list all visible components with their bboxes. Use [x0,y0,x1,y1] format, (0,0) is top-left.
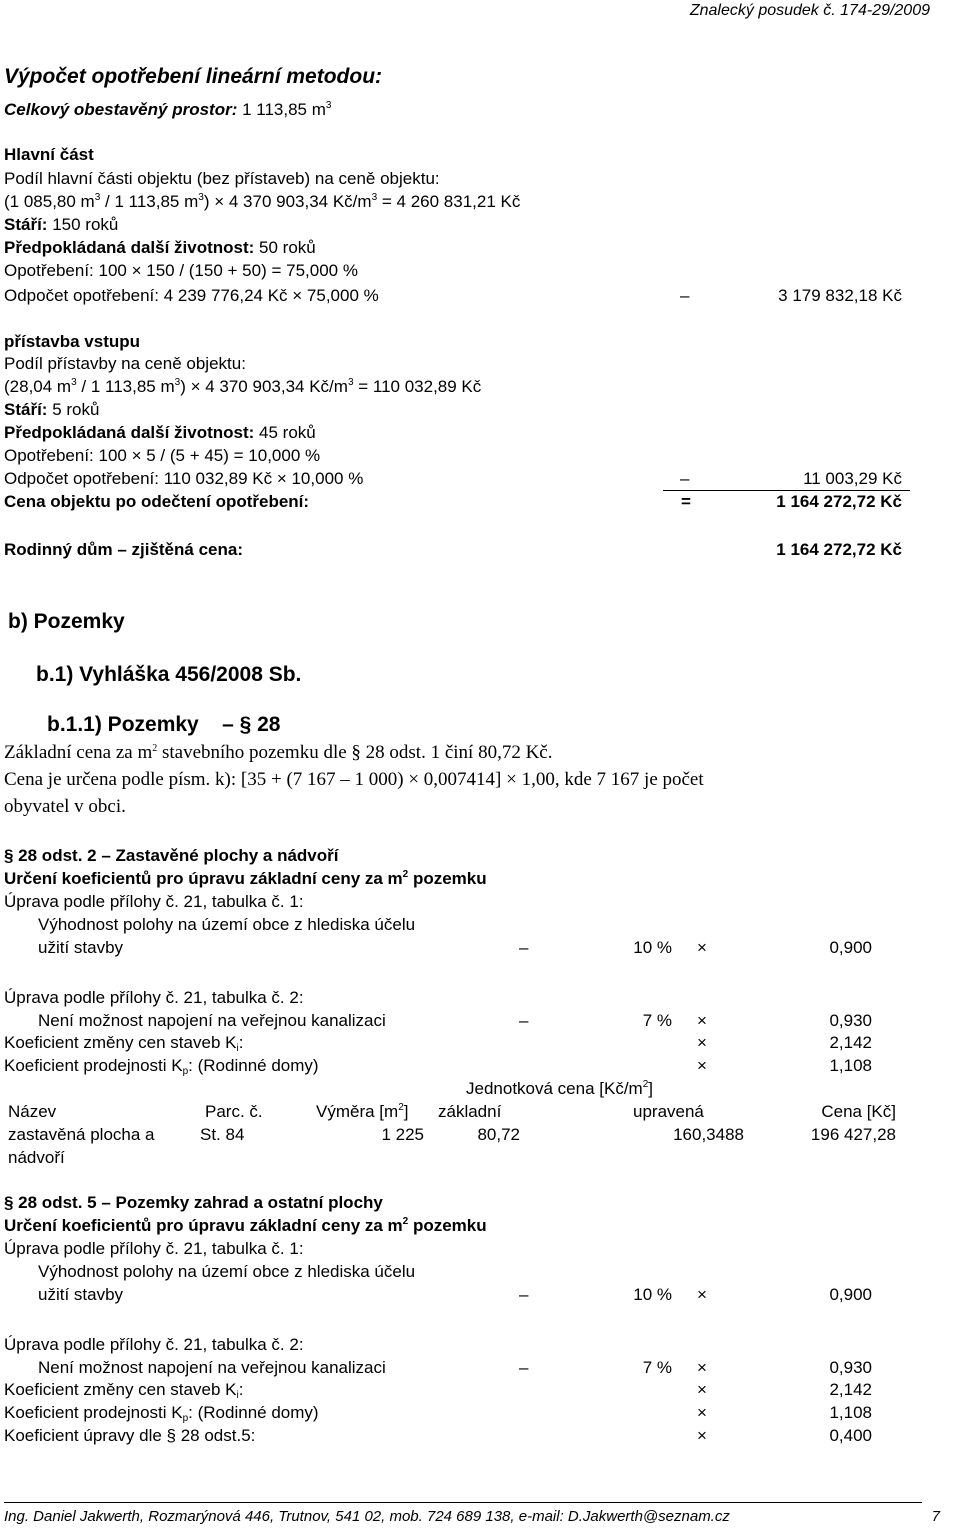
par2-ki-times: × [697,1033,707,1052]
par2-adj1-label: Úprava podle přílohy č. 21, tabulka č. 1: [4,892,304,911]
par5-adj1-desc2: užití stavby [38,1285,124,1304]
par2-adj2-desc: Není možnost napojení na veřejnou kanalizaci [38,1011,386,1030]
par2-adj1-sign: – [519,938,529,957]
main-deduction-value: 3 179 832,18 Kč [778,286,902,305]
par5-ki-label: Koeficient změny cen staveb $K_i$: [4,1380,244,1401]
annex-share-formula: (28,04 $m^3 / 1$ 113,85 $m^3) \times 4$ 370 903,34 $Kč/m^3 = 110$ 032,89 Kč [4,377,482,396]
volume-label: Celkový obestavěný prostor: [4,100,238,119]
land-subheading: b.1.1) Pozemky – § 28 [47,713,281,736]
par5-adj2-value: 0,930 [829,1358,872,1377]
par5-adj1-pct: 10 % [633,1285,672,1304]
par5-kp-times: × [697,1403,707,1422]
col-base: základní [438,1102,502,1121]
annex-wear: Opotřebení: 100 × 5 / (5 + 45) = 10,000 % [4,446,321,465]
par2-adj1-times: × [697,938,707,957]
par5-coef-title: Určení koeficientů pro úpravu základní ceny za $m^2$ pozemku [4,1216,487,1235]
row-area: 1 225 [381,1125,424,1144]
par5-adj1-value: 0,900 [829,1285,872,1304]
main-deduction: Odpočet opotřebení: 4 239 776,24 Kč × 75,000 % [4,286,379,305]
base-price-formula: Cena je určena podle písm. k): [35 + (7 167 – 1 000) × 0,007414] × 1,00, kde 7 167 je počet [4,769,704,790]
document-reference: Znalecký posudek č. 174-29/2009 [689,2,930,19]
col-area: Výměra $[m^2]$ [316,1102,409,1121]
par5-kp-label: Koeficient prodejnosti $K_p$: (Rodinné domy) [4,1403,319,1424]
par2-kp-value: 1,108 [829,1056,872,1075]
main-deduction-sign: – [680,286,690,305]
annex-share-label: Podíl přístavby na ceně objektu: [4,354,246,373]
land-heading: b) Pozemky [8,610,125,633]
par5-adj1-label: Úprava podle přílohy č. 21, tabulka č. 1: [4,1239,304,1258]
row-parcel: St. 84 [200,1125,245,1144]
par2-title: § 28 odst. 2 – Zastavěné plochy a nádvoří [4,846,339,865]
table-unit-price-header: Jednotková cena $[Kč/m^2]$ [466,1079,654,1098]
par5-ki-value: 2,142 [829,1380,872,1399]
net-price-value: 1 164 272,72 Kč [776,492,902,511]
net-price-label: Cena objektu po odečtení opotřebení: [4,492,310,511]
decree-heading: b.1) Vyhláška 456/2008 Sb. [36,663,302,686]
footer-text: Ing. Daniel Jakwerth, Rozmarýnová 446, Trutnov, 541 02, mob. 724 689 138, e-mail: D.Jakwerth@seznam.cz [4,1508,730,1525]
par5-kp-value: 1,108 [829,1403,872,1422]
annex-deduction-value: 11 003,29 Kč [803,469,902,488]
annex-deduction-sign: – [680,469,690,488]
par2-adj2-value: 0,930 [829,1011,872,1030]
annex-age: Stáří: 5 roků [4,400,100,419]
par5-k5-label: Koeficient úpravy dle § 28 odst.5: [4,1426,256,1445]
col-price: Cena [Kč] [821,1102,896,1121]
volume-line: Celkový obestavěný prostor: 1 113,85 $m^3$ [4,100,332,119]
house-price-value: 1 164 272,72 Kč [776,540,902,559]
par5-adj2-desc: Není možnost napojení na veřejnou kanalizaci [38,1358,386,1377]
par5-adj2-times: × [697,1358,707,1377]
par2-adj1-pct: 10 % [633,938,672,957]
par2-adj2-pct: 7 % [642,1011,672,1030]
main-share-formula: (1 085,80 $m^3 / 1$ 113,85 $m^3) \times 4$ 370 903,34 $Kč/m^3 = 4$ 260 831,21 Kč [4,192,521,211]
par2-ki-label: Koeficient změny cen staveb $K_i$: [4,1033,244,1054]
row-adjusted: 160,3488 [673,1125,744,1144]
par2-coef-title: Určení koeficientů pro úpravu základní ceny za $m^2$ pozemku [4,869,487,888]
annex-life: Předpokládaná další životnost: 45 roků [4,423,316,442]
base-price-note: obyvatel v obci. [4,796,126,817]
par2-kp-times: × [697,1056,707,1075]
par5-title: § 28 odst. 5 – Pozemky zahrad a ostatní plochy [4,1193,383,1212]
page-number: 7 [931,1508,940,1525]
par5-adj1-times: × [697,1285,707,1304]
par2-adj1-desc: Výhodnost polohy na území obce z hlediska účelu [38,915,416,934]
depreciation-title: Výpočet opotřebení lineární metodou: [4,65,383,88]
row-name: zastavěná plocha a [8,1125,155,1144]
row-price: 196 427,28 [810,1125,896,1144]
main-age: Stáří: 150 roků [4,215,119,234]
annex-title: přístavba vstupu [4,332,141,351]
par2-adj2-times: × [697,1011,707,1030]
par5-ki-times: × [697,1380,707,1399]
par2-kp-label: Koeficient prodejnosti $K_p$: (Rodinné domy) [4,1056,319,1077]
par5-adj1-sign: – [519,1285,529,1304]
row-base: 80,72 [477,1125,520,1144]
par5-adj2-label: Úprava podle přílohy č. 21, tabulka č. 2: [4,1335,304,1354]
annex-deduction: Odpočet opotřebení: 110 032,89 Kč × 10,000 % [4,469,364,488]
net-price-sign: = [681,492,691,511]
col-name: Název [8,1102,57,1121]
house-price-label: Rodinný dům – zjištěná cena: [4,540,243,559]
par5-adj2-sign: – [519,1358,529,1377]
main-wear: Opotřebení: 100 × 150 / (150 + 50) = 75,000 % [4,261,358,280]
par5-adj1-desc: Výhodnost polohy na území obce z hlediska účelu [38,1262,416,1281]
col-parcel: Parc. č. [205,1102,263,1121]
volume-value: 1 113,85 m [242,100,326,119]
row-name-cont: nádvoří [8,1148,65,1167]
main-share-label: Podíl hlavní části objektu (bez přístaveb) na ceně objektu: [4,169,440,188]
par2-adj1-value: 0,900 [829,938,872,957]
par2-ki-value: 2,142 [829,1033,872,1052]
base-price-line: Základní cena za $m^2$ stavebního pozemku dle § 28 odst. 1 činí 80,72 Kč. [4,742,553,763]
main-life: Předpokládaná další životnost: 50 roků [4,238,316,257]
par2-adj2-label: Úprava podle přílohy č. 21, tabulka č. 2: [4,988,304,1007]
par2-adj1-desc2: užití stavby [38,938,124,957]
par5-k5-times: × [697,1426,707,1445]
main-part-title: Hlavní část [4,145,94,164]
par2-adj2-sign: – [519,1011,529,1030]
col-adjusted: upravená [633,1102,704,1121]
footer-divider [4,1502,922,1503]
par5-adj2-pct: 7 % [642,1358,672,1377]
par5-k5-value: 0,400 [829,1426,872,1445]
